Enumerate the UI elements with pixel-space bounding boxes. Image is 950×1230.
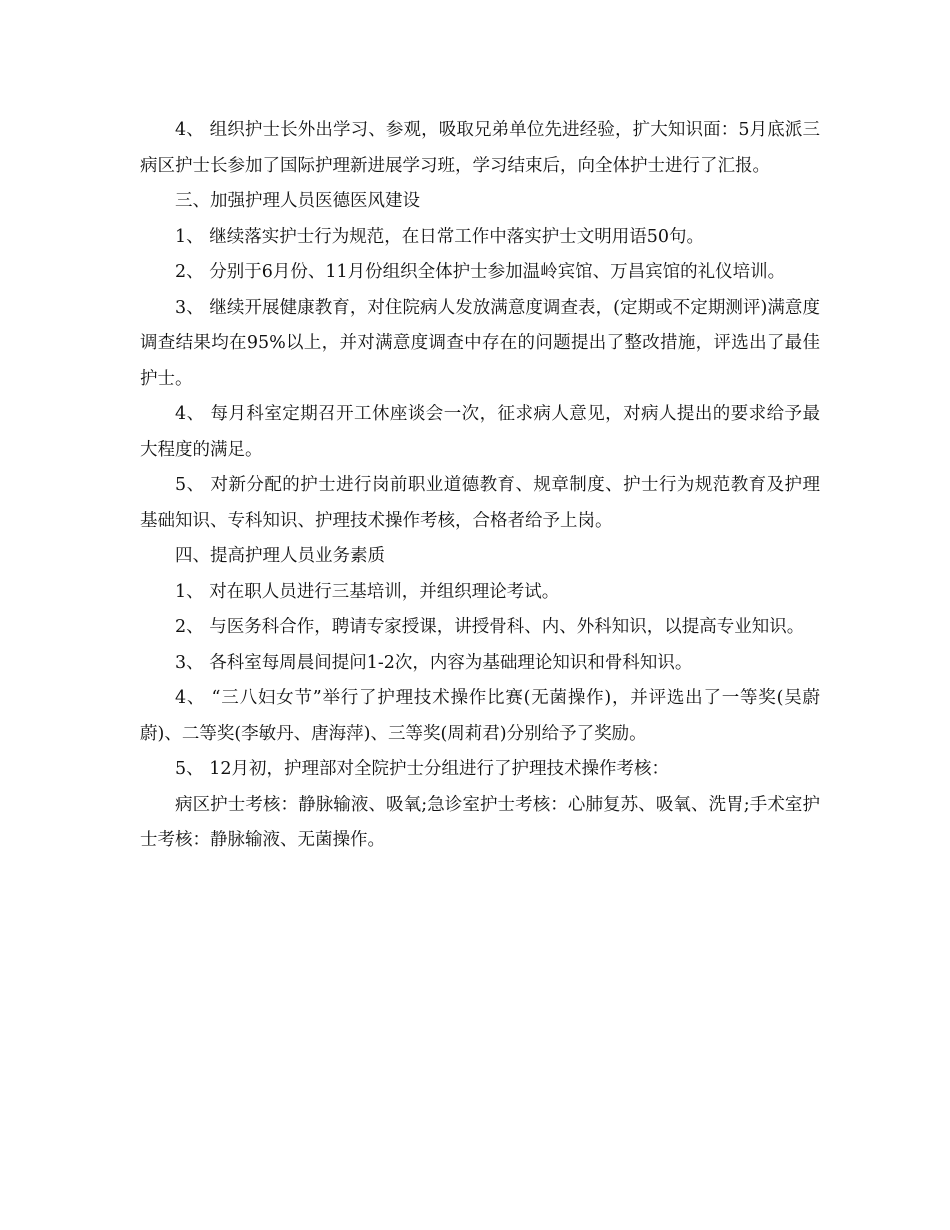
paragraph-item-2-lectures: 2、 与医务科合作，聘请专家授课，讲授骨科、内、外科知识，以提高专业知识。	[175, 617, 805, 637]
paragraph-item-4-study-visit: 4、 组织护士长外出学习、参观，吸取兄弟单位先进经验，扩大知识面：5月底派三病区护士长参加了国际护理新进展学习班，学习结束后，向全体护士进行了汇报。	[140, 120, 820, 176]
paragraph-item-1-conduct: 1、 继续落实护士行为规范，在日常工作中落实护士文明用语50句。	[175, 226, 704, 247]
paragraph-assessment-details: 病区护士考核：静脉输液、吸氧;急诊室护士考核：心肺复苏、吸氧、洗胃;手术室护士考核：静脉输液、无菌操作。	[140, 794, 820, 850]
paragraph-item-3-morning-quiz: 3、 各科室每周晨间提问1-2次，内容为基础理论知识和骨科知识。	[175, 652, 693, 673]
document-body	[140, 113, 820, 859]
paragraph-item-5-new-nurses: 5、 对新分配的护士进行岗前职业道德教育、规章制度、护士行为规范教育及护理基础知识、专科知识、护理技术操作考核，合格者给予上岗。	[140, 475, 820, 531]
paragraph-item-1-training: 1、 对在职人员进行三基培训，并组织理论考试。	[175, 581, 560, 602]
paragraph-item-2-etiquette: 2、 分别于6月份、11月份组织全体护士参加温岭宾馆、万昌宾馆的礼仪培训。	[175, 262, 786, 282]
paragraph-item-3-health-education: 3、 继续开展健康教育，对住院病人发放满意度调查表，(定期或不定期测评)满意度调查结果均在95%以上，并对满意度调查中存在的问题提出了整改措施，评选出了最佳护士。	[140, 297, 820, 389]
paragraph-item-5-assessment: 5、 12月初，护理部对全院护士分组进行了护理技术操作考核：	[175, 759, 669, 779]
paragraph-item-4-competition: 4、 “三八妇女节”举行了护理技术操作比赛(无菌操作)，并评选出了一等奖(吴蔚蔚)、二等奖(李敏丹、唐海萍)、三等奖(周莉君)分别给予了奖励。	[140, 688, 820, 744]
section-heading-3: 三、加强护理人员医德医风建设	[175, 191, 420, 211]
paragraph-item-4-forum: 4、 每月科室定期召开工休座谈会一次，征求病人意见，对病人提出的要求给予最大程度的满足。	[140, 404, 820, 460]
section-heading-4: 四、提高护理人员业务素质	[175, 546, 385, 566]
